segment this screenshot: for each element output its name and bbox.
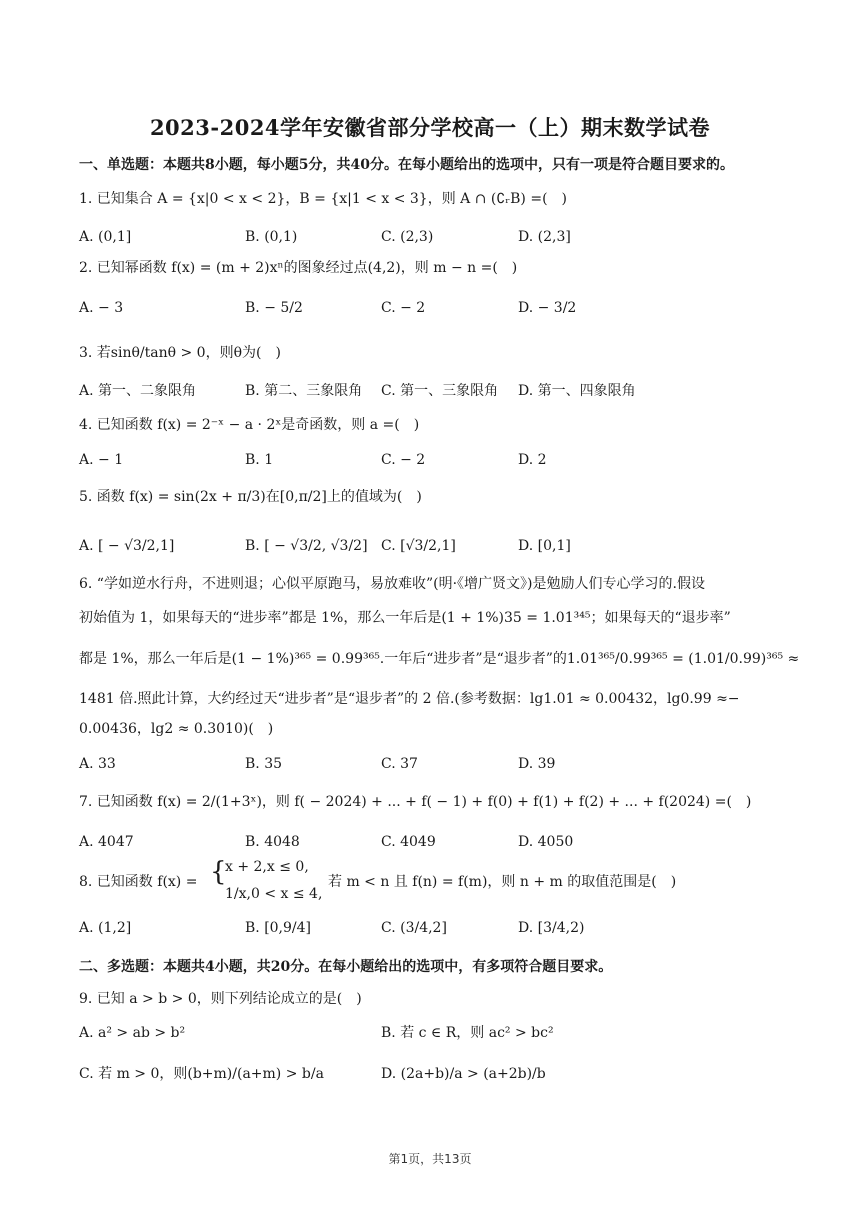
question-7: 7. 已知函数 f(x) = 2/(1+3ˣ)，则 f( − 2024) + ... + f( − 1) + f(0) + f(1) + f(2) + ... + f(2024) =( )	[79, 794, 752, 810]
q4-option-d: D. 2	[518, 452, 547, 468]
q7-option-b: B. 4048	[245, 834, 300, 850]
q3-option-d: D. 第一、四象限角	[518, 383, 636, 399]
q6-option-a: A. 33	[79, 756, 116, 772]
question-8-tail: 若 m < n 且 f(n) = f(m)，则 n + m 的取值范围是( )	[328, 874, 677, 890]
q9-option-d: D. (2a+b)/a > (a+2b)/b	[381, 1066, 546, 1082]
question-8-head: 8. 已知函数 f(x) =	[79, 874, 198, 890]
q6-option-d: D. 39	[518, 756, 556, 772]
question-6-line-1: 6. “学如逆水行舟，不进则退；心似平原跑马，易放难收”(明·《增广贤文》)是勉励人们专心学习的.假设	[79, 576, 705, 592]
q3-option-b: B. 第二、三象限角	[245, 383, 363, 399]
q8-case-2: 1/x,0 < x ≤ 4,	[225, 886, 323, 902]
q6-option-c: C. 37	[381, 756, 418, 772]
q3-option-a: A. 第一、二象限角	[79, 383, 197, 399]
q8-option-a: A. (1,2]	[79, 920, 132, 936]
question-5: 5. 函数 f(x) = sin(2x + π/3)在[0,π/2]上的值域为( )	[79, 489, 422, 505]
section-multiple-choice-heading: 二、多选题：本题共4小题，共20分。在每小题给出的选项中，有多项符合题目要求。	[79, 959, 613, 975]
q8-case-1: x + 2,x ≤ 0,	[225, 859, 309, 875]
q2-option-d: D. − 3/2	[518, 300, 577, 316]
question-6-line-3: 都是 1%，那么一年后是(1 − 1%)³⁶⁵ = 0.99³⁶⁵.一年后“进步者”是“退步者”的1.01³⁶⁵/0.99³⁶⁵ = (1.01/0.99)³⁶⁵ ≈	[79, 651, 800, 667]
q2-option-a: A. − 3	[79, 300, 124, 316]
q9-option-a: A. a² > ab > b²	[79, 1025, 186, 1041]
q1-option-c: C. (2,3)	[381, 229, 434, 245]
question-6-line-2: 初始值为 1，如果每天的“进步率”都是 1%，那么一年后是(1 + 1%)35 = 1.01³⁴⁵；如果每天的“退步率”	[79, 610, 731, 626]
q8-option-b: B. [0,9/4]	[245, 920, 312, 936]
q5-option-c: C. [√3/2,1]	[381, 538, 456, 554]
q9-option-b: B. 若 c ∈ R，则 ac² > bc²	[381, 1025, 554, 1041]
q7-option-a: A. 4047	[79, 834, 134, 850]
question-2: 2. 已知幂函数 f(x) = (m + 2)xⁿ的图象经过点(4,2)，则 m − n =( )	[79, 260, 518, 276]
q1-option-d: D. (2,3]	[518, 229, 571, 245]
q5-option-a: A. [ − √3/2,1]	[79, 538, 175, 554]
q2-option-c: C. − 2	[381, 300, 426, 316]
question-9: 9. 已知 a > b > 0，则下列结论成立的是( )	[79, 991, 362, 1007]
q8-option-c: C. (3/4,2]	[381, 920, 447, 936]
q5-option-d: D. [0,1]	[518, 538, 571, 554]
page-footer: 第1页，共13页	[388, 1152, 472, 1166]
q4-option-a: A. − 1	[79, 452, 124, 468]
section-single-choice-heading: 一、单选题：本题共8小题，每小题5分，共40分。在每小题给出的选项中，只有一项是符合题目要求的。	[79, 157, 734, 173]
q3-option-c: C. 第一、三象限角	[381, 383, 499, 399]
q8-option-d: D. [3/4,2)	[518, 920, 585, 936]
page-title: 2023-2024学年安徽省部分学校高一（上）期末数学试卷	[149, 115, 711, 140]
question-4: 4. 已知函数 f(x) = 2⁻ˣ − a · 2ˣ是奇函数，则 a =( )	[79, 417, 420, 433]
q7-option-d: D. 4050	[518, 834, 574, 850]
question-6-line-5: 0.00436，lg2 ≈ 0.3010)( )	[79, 721, 274, 737]
q4-option-b: B. 1	[245, 452, 274, 468]
q4-option-c: C. − 2	[381, 452, 426, 468]
q9-option-c: C. 若 m > 0，则(b+m)/(a+m) > b/a	[79, 1066, 324, 1082]
question-6-line-4: 1481 倍.照此计算，大约经过天“进步者”是“退步者”的 2 倍.(参考数据：lg1.01 ≈ 0.00432，lg0.99 ≈−	[79, 691, 740, 707]
q1-option-b: B. (0,1)	[245, 229, 298, 245]
question-3: 3. 若sinθ/tanθ > 0，则θ为( )	[79, 345, 281, 361]
q5-option-b: B. [ − √3/2, √3/2]	[245, 538, 368, 554]
q7-option-c: C. 4049	[381, 834, 436, 850]
q1-option-a: A. (0,1]	[79, 229, 132, 245]
q6-option-b: B. 35	[245, 756, 283, 772]
q8-brace: {	[210, 857, 227, 887]
question-1: 1. 已知集合 A = {x|0 < x < 2}，B = {x|1 < x < 3}，则 A ∩ (∁ᵣB) =( )	[79, 191, 567, 207]
q2-option-b: B. − 5/2	[245, 300, 303, 316]
